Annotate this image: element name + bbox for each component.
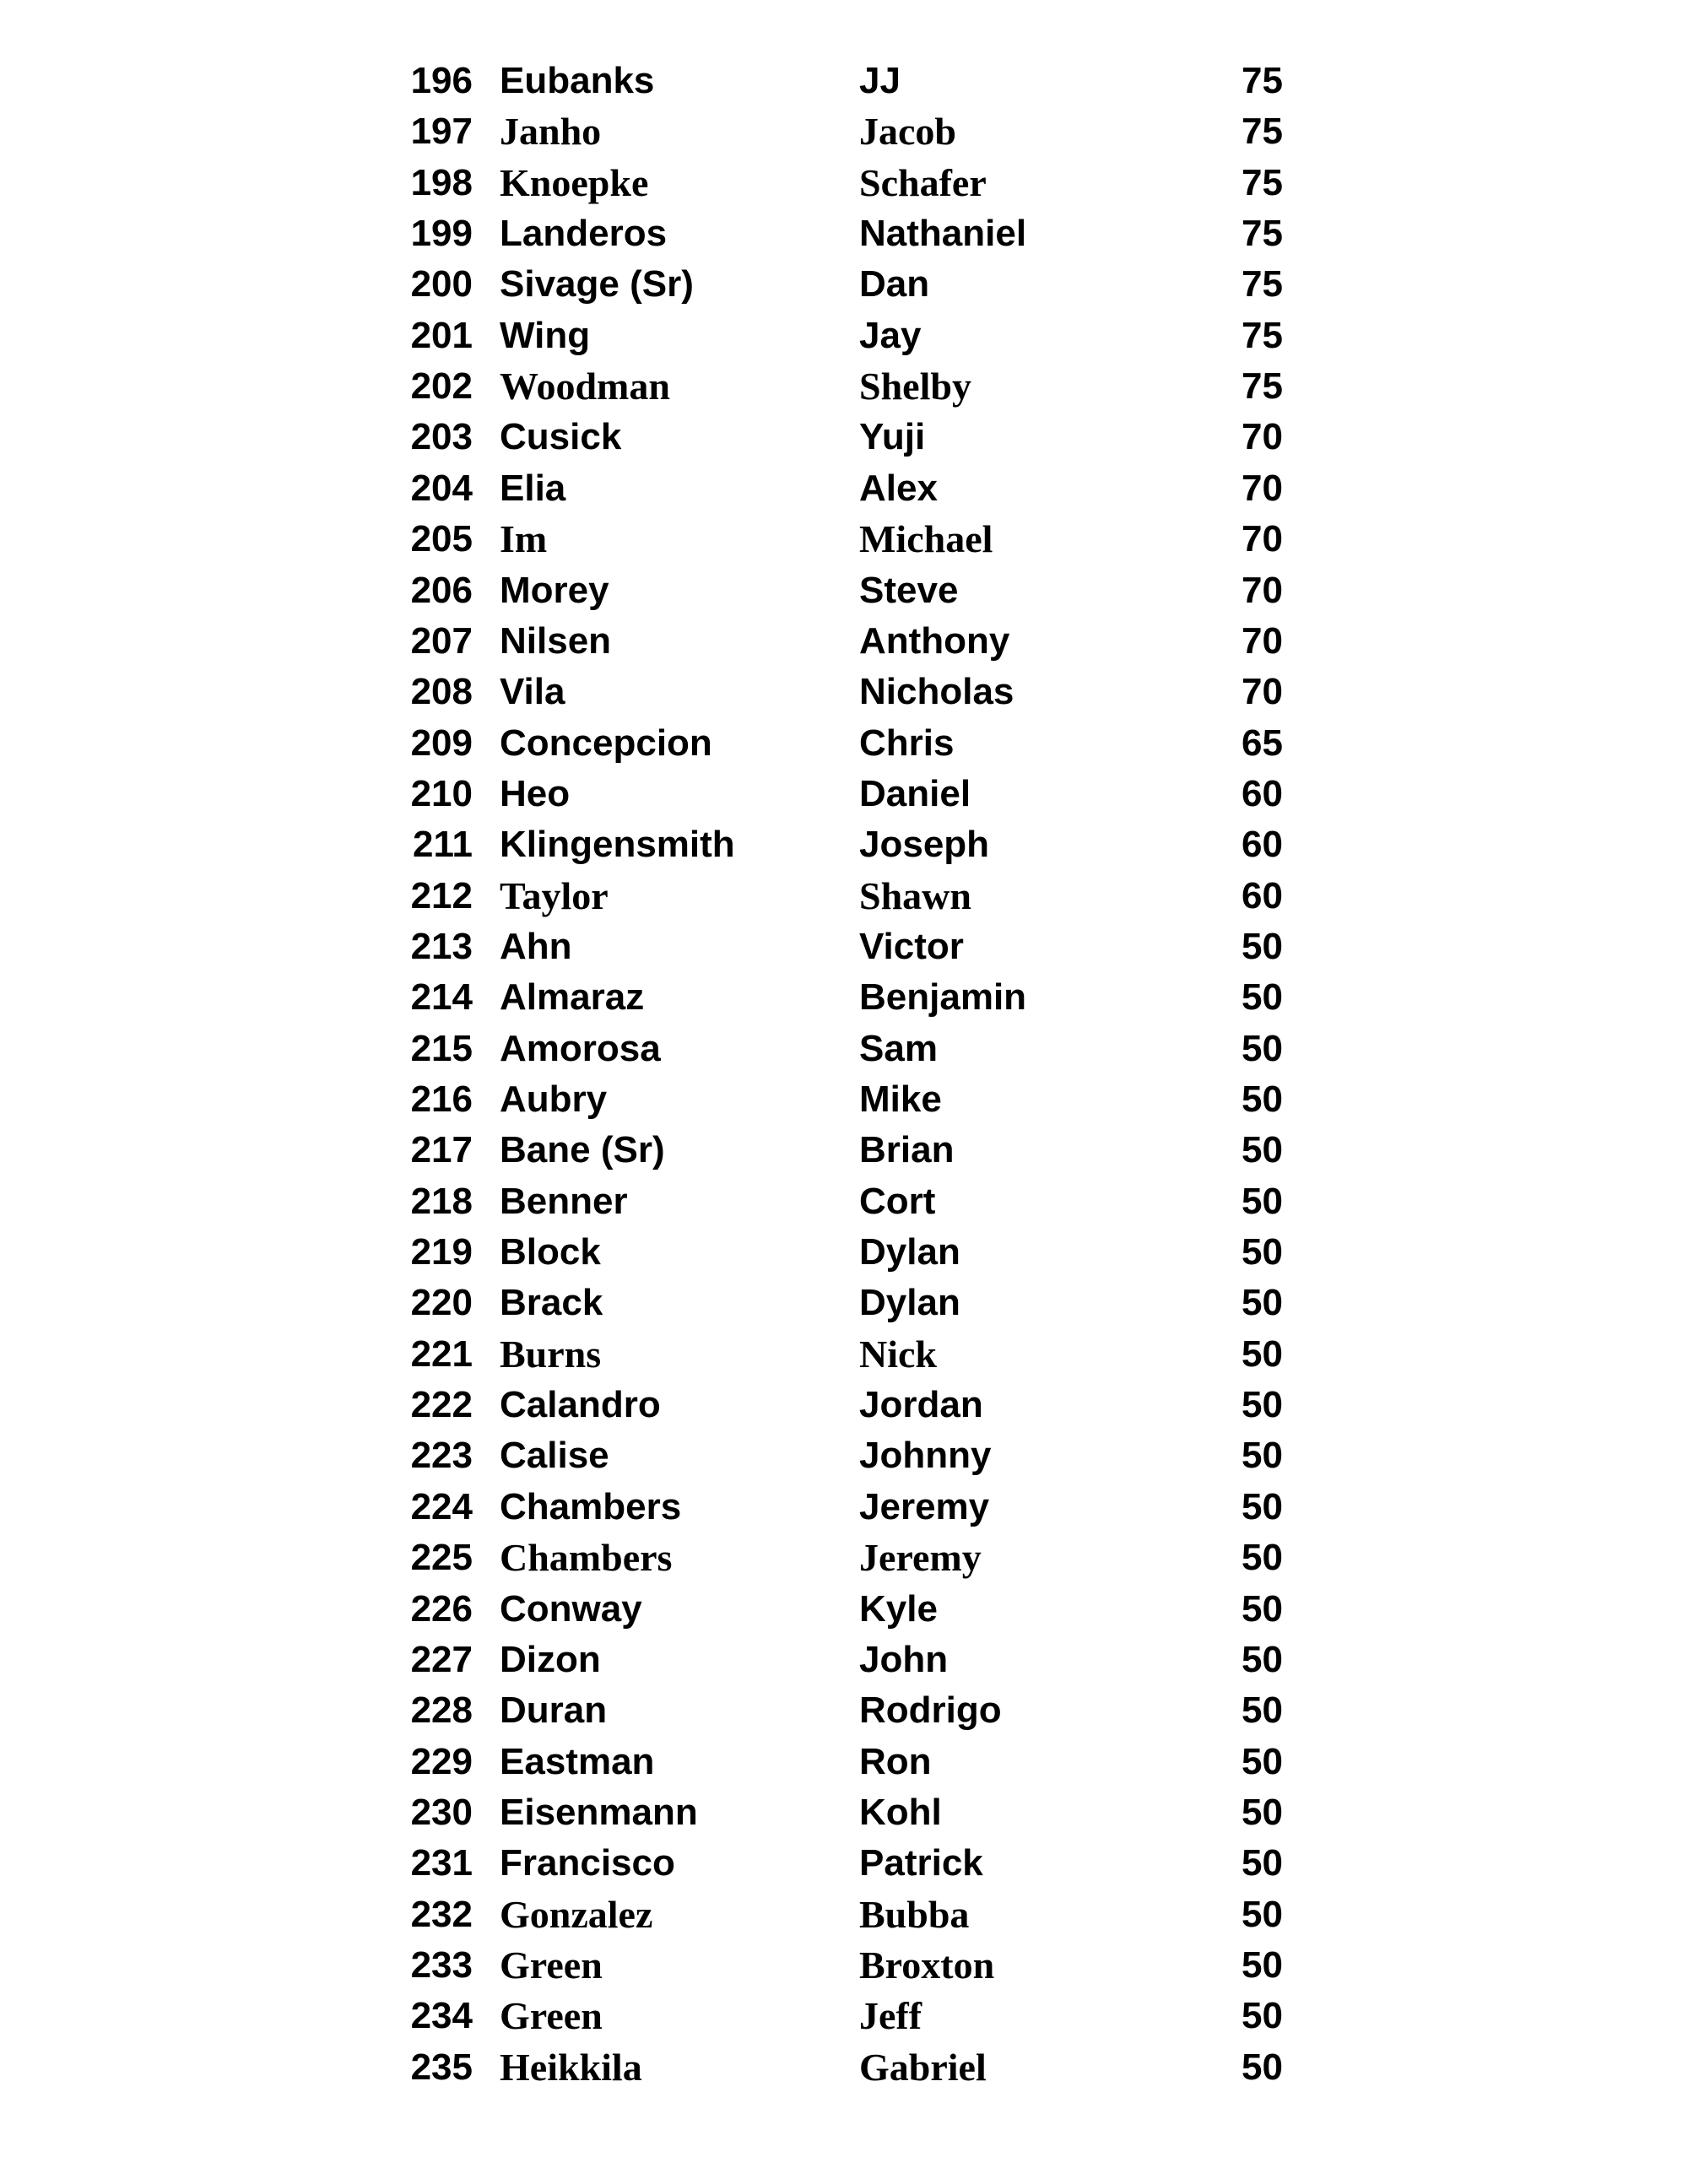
first-name-cell: Brian — [859, 1129, 955, 1171]
table-row — [0, 361, 1688, 412]
first-name-cell: Sam — [859, 1027, 938, 1069]
first-name-cell: Michael — [859, 517, 993, 561]
table-row — [0, 1584, 1688, 1635]
table-row — [0, 1074, 1688, 1125]
score-cell: 50 — [1242, 1740, 1283, 1782]
rank-cell: 221 — [410, 1333, 473, 1375]
first-name-cell: Jacob — [859, 110, 956, 154]
score-cell: 75 — [1242, 111, 1283, 153]
table-row — [0, 1635, 1688, 1685]
table-row — [0, 412, 1688, 462]
table-row — [0, 106, 1688, 157]
last-name-cell: Conway — [500, 1587, 642, 1630]
table-row — [0, 2042, 1688, 2093]
table-row — [0, 1380, 1688, 1430]
table-row — [0, 922, 1688, 972]
score-cell: 50 — [1242, 1791, 1283, 1833]
first-name-cell: Alex — [859, 467, 938, 509]
last-name-cell: Dizon — [500, 1638, 601, 1680]
rank-cell: 228 — [410, 1689, 473, 1732]
first-name-cell: Shawn — [859, 873, 971, 917]
score-cell: 50 — [1242, 1537, 1283, 1579]
table-row — [0, 1278, 1688, 1328]
last-name-cell: Sivage (Sr) — [500, 263, 694, 305]
last-name-cell: Cusick — [500, 416, 622, 458]
score-cell: 75 — [1242, 314, 1283, 356]
rank-cell: 209 — [410, 722, 473, 764]
table-row — [0, 1787, 1688, 1838]
rank-cell: 211 — [413, 824, 473, 866]
last-name-cell: Chambers — [500, 1536, 673, 1580]
score-cell: 75 — [1242, 213, 1283, 255]
rank-cell: 204 — [410, 467, 473, 509]
score-cell: 50 — [1242, 1943, 1283, 1986]
score-cell: 50 — [1242, 1282, 1283, 1324]
last-name-cell: Nilsen — [500, 619, 612, 662]
score-cell: 75 — [1242, 263, 1283, 305]
table-row — [0, 514, 1688, 565]
table-row — [0, 1991, 1688, 2041]
rank-cell: 227 — [410, 1638, 473, 1680]
table-row — [0, 259, 1688, 310]
first-name-cell: Kyle — [859, 1587, 938, 1630]
last-name-cell: Elia — [500, 467, 566, 509]
rank-cell: 215 — [410, 1027, 473, 1069]
score-cell: 60 — [1242, 772, 1283, 814]
rank-cell: 201 — [410, 314, 473, 356]
score-cell: 50 — [1242, 1180, 1283, 1222]
table-row — [0, 1176, 1688, 1227]
table-row — [0, 208, 1688, 259]
last-name-cell: Vila — [500, 671, 565, 713]
first-name-cell: Cort — [859, 1180, 936, 1222]
last-name-cell: Heikkila — [500, 2045, 642, 2089]
last-name-cell: Gonzalez — [500, 1892, 653, 1936]
first-name-cell: Daniel — [859, 772, 971, 814]
first-name-cell: Joseph — [859, 824, 990, 866]
score-cell: 70 — [1242, 467, 1283, 509]
table-row — [0, 1533, 1688, 1583]
last-name-cell: Burns — [500, 1332, 602, 1376]
last-name-cell: Im — [500, 517, 548, 561]
first-name-cell: Anthony — [859, 619, 1010, 662]
rank-cell: 213 — [410, 925, 473, 967]
last-name-cell: Almaraz — [500, 976, 645, 1019]
last-name-cell: Green — [500, 1943, 603, 1987]
table-row — [0, 667, 1688, 717]
score-cell: 70 — [1242, 416, 1283, 458]
last-name-cell: Amorosa — [500, 1027, 661, 1069]
score-cell: 50 — [1242, 1027, 1283, 1069]
rank-cell: 232 — [410, 1893, 473, 1935]
score-cell: 75 — [1242, 161, 1283, 203]
table-row — [0, 769, 1688, 819]
last-name-cell: Ahn — [500, 925, 572, 967]
last-name-cell: Eastman — [500, 1740, 655, 1782]
first-name-cell: Jeremy — [859, 1536, 982, 1580]
score-cell: 50 — [1242, 1333, 1283, 1375]
rank-cell: 207 — [410, 619, 473, 662]
last-name-cell: Knoepke — [500, 160, 649, 204]
table-row — [0, 1430, 1688, 1481]
score-cell: 50 — [1242, 2046, 1283, 2088]
score-cell: 50 — [1242, 1893, 1283, 1935]
rank-cell: 216 — [410, 1078, 473, 1120]
score-cell: 65 — [1242, 722, 1283, 764]
table-row — [0, 1125, 1688, 1176]
first-name-cell: Bubba — [859, 1892, 970, 1936]
score-cell: 50 — [1242, 1485, 1283, 1527]
table-row — [0, 871, 1688, 922]
last-name-cell: Eubanks — [500, 60, 655, 101]
table-row — [0, 565, 1688, 616]
score-cell: 50 — [1242, 976, 1283, 1019]
table-row — [0, 1024, 1688, 1074]
first-name-cell: Victor — [859, 925, 964, 967]
score-cell: 50 — [1242, 1842, 1283, 1884]
rank-cell: 198 — [410, 161, 473, 203]
last-name-cell: Chambers — [500, 1485, 682, 1527]
first-name-cell: Broxton — [859, 1943, 995, 1987]
last-name-cell: Concepcion — [500, 722, 712, 764]
last-name-cell: Morey — [500, 569, 609, 611]
table-row — [0, 616, 1688, 667]
first-name-cell: Shelby — [859, 365, 971, 408]
last-name-cell: Heo — [500, 772, 571, 814]
last-name-cell: Brack — [500, 1282, 603, 1324]
score-cell: 70 — [1242, 569, 1283, 611]
rank-cell: 210 — [410, 772, 473, 814]
table-row — [0, 311, 1688, 361]
score-cell: 50 — [1242, 1638, 1283, 1680]
table-row — [0, 1737, 1688, 1787]
first-name-cell: Gabriel — [859, 2045, 987, 2089]
last-name-cell: Aubry — [500, 1078, 608, 1120]
rank-cell: 220 — [410, 1282, 473, 1324]
rank-cell: 235 — [410, 2046, 473, 2088]
table-row — [0, 1685, 1688, 1736]
last-name-cell: Benner — [500, 1180, 628, 1222]
last-name-cell: Eisenmann — [500, 1791, 698, 1833]
score-cell: 50 — [1242, 1995, 1283, 2037]
rank-cell: 233 — [410, 1943, 473, 1986]
last-name-cell: Green — [500, 1994, 603, 2038]
first-name-cell: Steve — [859, 569, 959, 611]
table-row — [0, 463, 1688, 514]
table-row — [0, 1889, 1688, 1940]
first-name-cell: Dylan — [859, 1282, 960, 1324]
first-name-cell: Nicholas — [859, 671, 1014, 713]
rank-cell: 219 — [410, 1231, 473, 1273]
first-name-cell: Patrick — [859, 1842, 983, 1884]
last-name-cell: Woodman — [500, 365, 670, 408]
rank-cell: 231 — [410, 1842, 473, 1884]
table-row — [0, 819, 1688, 870]
rank-cell: 225 — [410, 1537, 473, 1579]
rank-cell: 230 — [410, 1791, 473, 1833]
score-cell: 50 — [1242, 925, 1283, 967]
score-cell: 70 — [1242, 671, 1283, 713]
table-row — [0, 1940, 1688, 1991]
score-cell: 50 — [1242, 1384, 1283, 1426]
last-name-cell: Duran — [500, 1689, 608, 1732]
first-name-cell: Ron — [859, 1740, 932, 1782]
first-name-cell: Jordan — [859, 1384, 983, 1426]
rank-cell: 202 — [410, 365, 473, 408]
score-cell: 75 — [1242, 365, 1283, 408]
table-row — [0, 1329, 1688, 1380]
first-name-cell: Schafer — [859, 160, 987, 204]
last-name-cell: Wing — [500, 314, 591, 356]
table-row — [0, 972, 1688, 1023]
last-name-cell: Landeros — [500, 213, 668, 255]
rank-cell: 224 — [410, 1485, 473, 1527]
first-name-cell: Jeff — [859, 1994, 922, 2038]
score-cell: 50 — [1242, 1231, 1283, 1273]
score-cell: 70 — [1242, 518, 1283, 560]
table-row — [0, 718, 1688, 769]
score-cell: 70 — [1242, 619, 1283, 662]
last-name-cell: Francisco — [500, 1842, 675, 1884]
first-name-cell: John — [859, 1638, 949, 1680]
first-name-cell: Kohl — [859, 1791, 942, 1833]
first-name-cell: Nick — [859, 1332, 937, 1376]
score-cell: 50 — [1242, 1587, 1283, 1630]
table-row — [0, 158, 1688, 208]
score-cell: 50 — [1242, 1689, 1283, 1732]
first-name-cell: JJ — [859, 60, 901, 101]
rank-cell: 214 — [410, 976, 473, 1019]
first-name-cell: Dylan — [859, 1231, 960, 1273]
rank-cell: 208 — [410, 671, 473, 713]
rank-cell: 218 — [410, 1180, 473, 1222]
last-name-cell: Taylor — [500, 873, 609, 917]
first-name-cell: Dan — [859, 263, 930, 305]
rank-cell: 212 — [410, 874, 473, 916]
first-name-cell: Jeremy — [859, 1485, 990, 1527]
table-row — [0, 1482, 1688, 1533]
rank-cell: 199 — [410, 213, 473, 255]
score-cell: 50 — [1242, 1078, 1283, 1120]
last-name-cell: Block — [500, 1231, 601, 1273]
first-name-cell: Jay — [859, 314, 922, 356]
rank-cell: 203 — [410, 416, 473, 458]
table-row — [0, 1227, 1688, 1278]
table-row — [0, 56, 1688, 106]
first-name-cell: Nathaniel — [859, 213, 1027, 255]
rank-cell: 196 — [410, 60, 473, 101]
last-name-cell: Janho — [500, 110, 602, 154]
rank-cell: 206 — [410, 569, 473, 611]
rank-cell: 205 — [410, 518, 473, 560]
last-name-cell: Klingensmith — [500, 824, 735, 866]
rank-cell: 197 — [410, 111, 473, 153]
score-cell: 60 — [1242, 824, 1283, 866]
first-name-cell: Mike — [859, 1078, 942, 1120]
rank-cell: 217 — [410, 1129, 473, 1171]
first-name-cell: Benjamin — [859, 976, 1027, 1019]
last-name-cell: Calandro — [500, 1384, 661, 1426]
first-name-cell: Rodrigo — [859, 1689, 1002, 1732]
first-name-cell: Yuji — [859, 416, 926, 458]
table-row — [0, 1838, 1688, 1889]
last-name-cell: Bane (Sr) — [500, 1129, 665, 1171]
first-name-cell: Chris — [859, 722, 955, 764]
rank-cell: 200 — [410, 263, 473, 305]
rank-cell: 223 — [410, 1435, 473, 1477]
score-cell: 50 — [1242, 1129, 1283, 1171]
rank-cell: 234 — [410, 1995, 473, 2037]
last-name-cell: Calise — [500, 1435, 609, 1477]
rank-cell: 226 — [410, 1587, 473, 1630]
score-cell: 50 — [1242, 1435, 1283, 1477]
rank-cell: 229 — [410, 1740, 473, 1782]
score-cell: 60 — [1242, 874, 1283, 916]
score-cell: 75 — [1242, 60, 1283, 101]
rank-cell: 222 — [410, 1384, 473, 1426]
first-name-cell: Johnny — [859, 1435, 992, 1477]
